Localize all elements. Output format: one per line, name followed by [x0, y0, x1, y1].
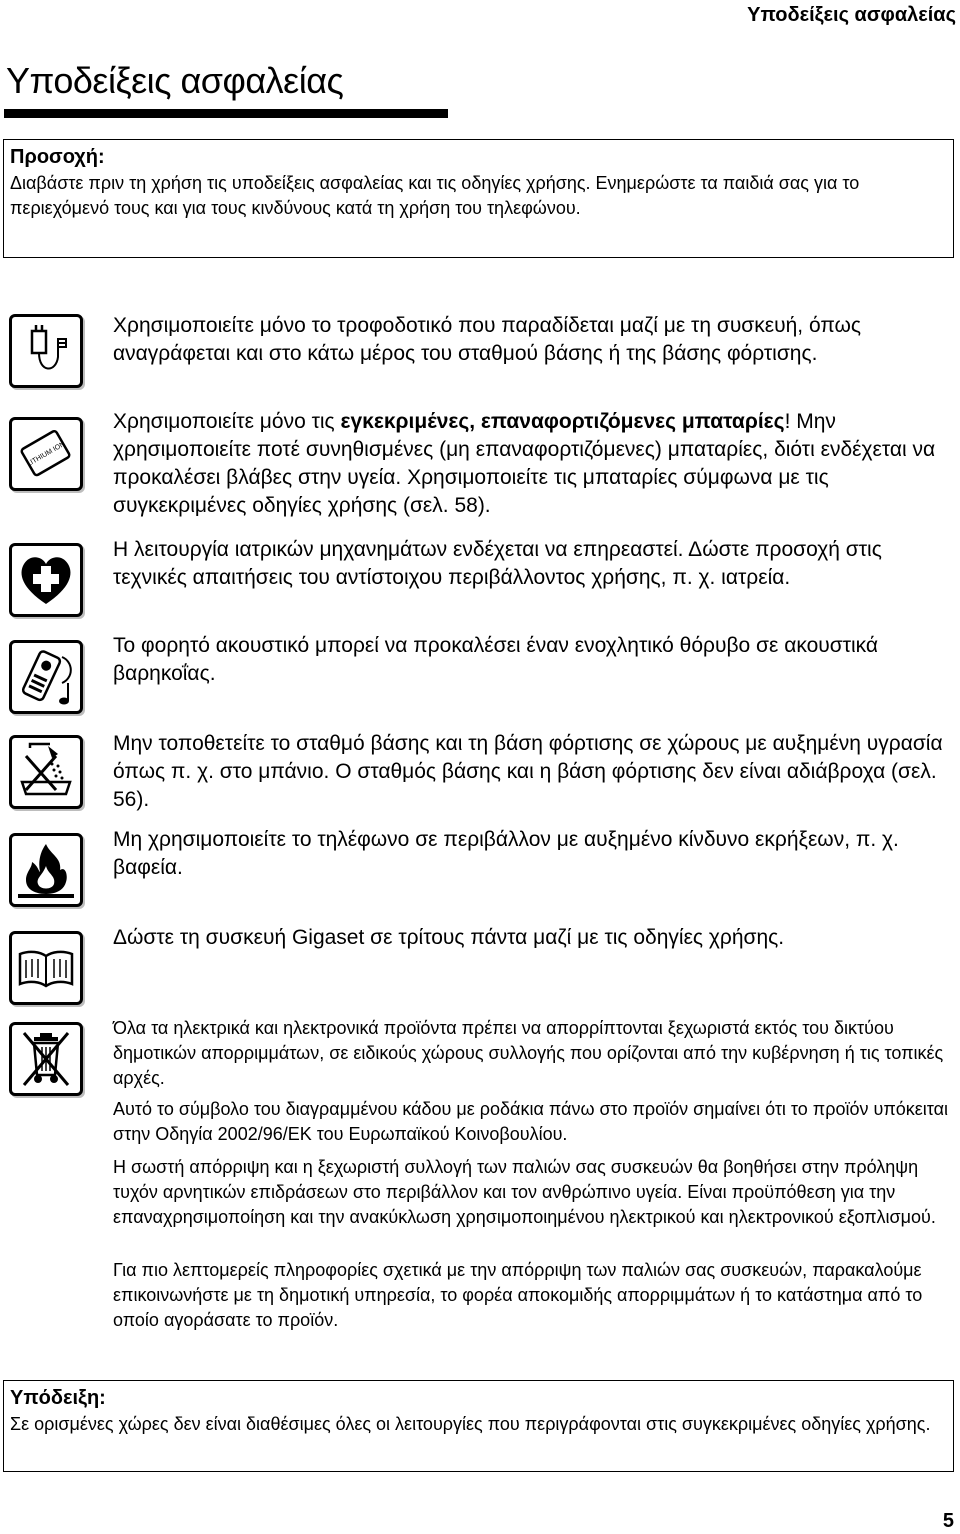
title-rule — [4, 109, 448, 118]
battery-text — [113, 408, 953, 520]
manual-text: Δώστε τη συσκευή Gigaset σε τρίτους πάντα μαζί με τις οδηγίες χρήσης. — [113, 926, 785, 949]
note-box — [3, 1380, 954, 1472]
humidity-text: Μην τοποθετείτε το σταθμό βάσης και τη βάση φόρτισης σε χώρους με αυξημένη υγρασία όπως π. χ. στο μπάνιο. Ο σταθμός βάσης και η βάση φόρτισης δεν είναι αδιάβροχα (σελ. 56). — [113, 732, 943, 811]
attention-text: Διαβάστε πριν τη χρήση τις υποδείξεις ασφαλείας και τις οδηγίες χρήσης. Ενημερώστε τα παιδιά σας για το περιεχόμενό τους και για τους κινδύνους κατά τη χρήση του τηλεφώνου. — [10, 173, 860, 218]
page-number: 5 — [942, 1510, 954, 1532]
manual-book-icon — [9, 931, 83, 1005]
power-supply-icon — [9, 314, 83, 388]
note-title: Υπόδειξη: — [10, 1387, 106, 1409]
attention-box — [3, 139, 954, 258]
disposal-text-3: Η σωστή απόρριψη και η ξεχωριστή συλλογή των παλιών σας συσκευών θα βοηθήσει στην πρόληψη τυχόν αρνητικών επιδράσεων στο περιβάλλον και τον ανθρώπινο υγεία. Είναι προϋπόθεση για την επαναχρησιμοποίηση και την ανακύκλωση χρησιμοποιημένου ηλεκτρικού και ηλεκτρονικού εξοπλισμού. — [113, 1157, 936, 1227]
running-header: Υποδείξεις ασφαλείας — [747, 4, 956, 26]
no-humidity-icon — [9, 735, 83, 809]
explosion-text: Μη χρησιμοποιείτε το τηλέφωνο σε περιβάλλον με αυξημένο κίνδυνο εκρήξεων, π. χ. βαφεία. — [113, 828, 899, 879]
disposal-text-1: Όλα τα ηλεκτρικά και ηλεκτρονικά προϊόντα πρέπει να απορρίπτονται ξεχωριστά εκτός του δικτύου δημοτικών απορριμμάτων, σε ειδικούς χώρους συλλογής που ορίζονται από την κυβέρνηση ή τις τοπικές αρχές. — [113, 1018, 944, 1088]
hearing-aid-icon — [9, 640, 83, 714]
crossed-bin-icon — [9, 1022, 83, 1096]
battery-text-rest: ! Μην χρησιμοποιείτε ποτέ συνηθισμένες (μη επαναφορτιζόμενες) μπαταρίες, διότι ενδέχεται να προκαλέσει βλάβες στην υγεία. Χρησιμοποιείτε τις μπαταρίες σύμφωνα με τις συγκεκριμένες οδηγίες χρήσης (σελ. 58). — [113, 410, 936, 517]
page-title: Υποδείξεις ασφαλείας — [6, 60, 344, 101]
battery-text-lead: Χρησιμοποιείτε μόνο τις — [113, 410, 341, 433]
explosion-flame-icon — [9, 833, 83, 907]
note-text: Σε ορισμένες χώρες δεν είναι διαθέσιμες όλες οι λειτουργίες που περιγράφονται στις συγκεκριμένες οδηγίες χρήσης. — [10, 1414, 931, 1434]
battery-icon-label: LITHIUM ION — [26, 440, 67, 469]
medical-text: Η λειτουργία ιατρικών μηχανημάτων ενδέχεται να επηρεαστεί. Δώστε προσοχή στις τεχνικές απαιτήσεις του αντίστοιχου περιβάλλοντος χρήσης, π. χ. ιατρεία. — [113, 538, 882, 589]
battery-icon — [9, 417, 83, 491]
hearing-aid-text: Το φορητό ακουστικό μπορεί να προκαλέσει έναν ενοχλητικό θόρυβο σε ακουστικά βαρηκοΐας. — [113, 634, 879, 685]
medical-heart-icon — [9, 543, 83, 617]
attention-title: Προσοχή: — [10, 146, 105, 168]
disposal-text-2: Αυτό το σύμβολο του διαγραμμένου κάδου με ροδάκια πάνω στο προϊόν σημαίνει ότι το προϊόν υπόκειται στην Οδηγία 2002/96/ΕΚ του Ευρωπαϊκού Κοινοβουλίου. — [113, 1099, 949, 1144]
disposal-text-4: Για πιο λεπτομερείς πληροφορίες σχετικά με την απόρριψη των παλιών σας συσκευών, παρακαλούμε επικοινωνήστε με τη δημοτική υπηρεσία, το φορέα αποκομιδής απορριμμάτων ή το κατάστημα από το οποίο αγοράσατε το προϊόν. — [113, 1260, 923, 1330]
power-supply-text: Χρησιμοποιείτε μόνο το τροφοδοτικό που παραδίδεται μαζί με τη συσκευή, όπως αναγράφεται και στο κάτω μέρος του σταθμού βάσης ή της βάσης φόρτισης. — [113, 314, 862, 365]
battery-text-bold: εγκεκριμένες, επαναφορτιζόμενες μπαταρίες — [340, 410, 785, 433]
